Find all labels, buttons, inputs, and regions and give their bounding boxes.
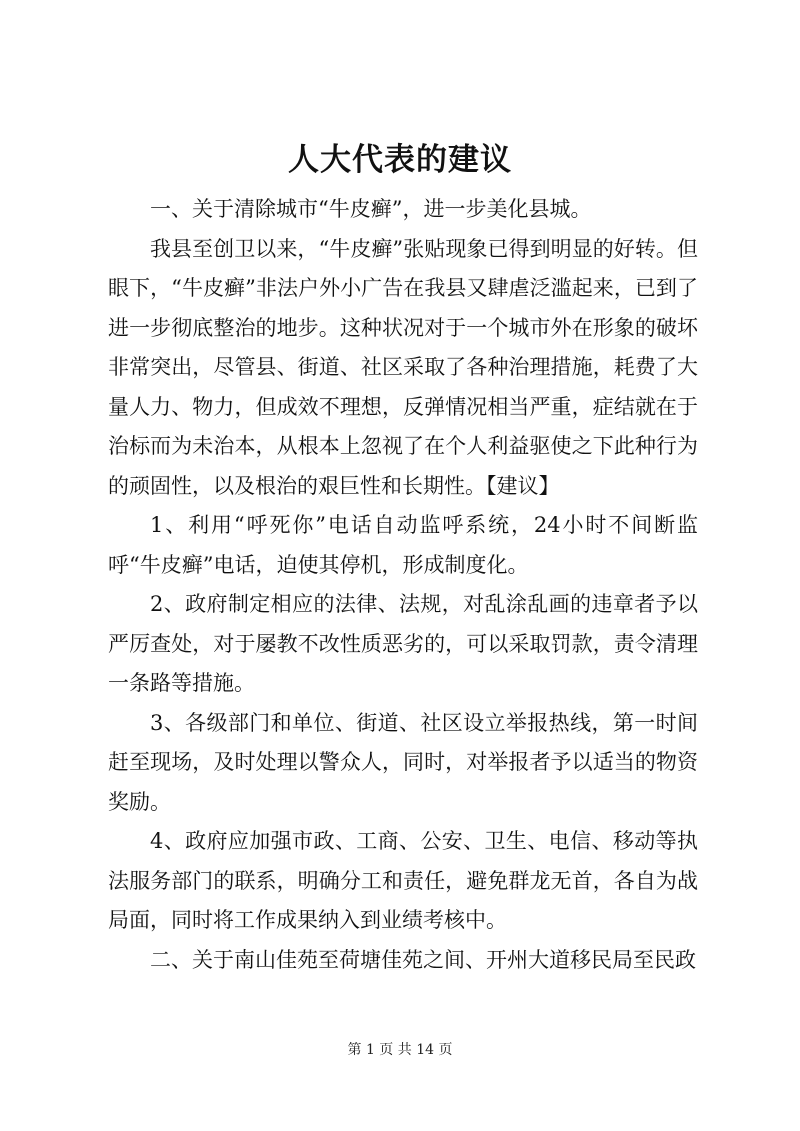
- paragraph-suggestion-3: 3、各级部门和单位、街道、社区设立举报热线，第一时间赶至现场，及时处理以警众人，同时，对举报者予以适当的物资奖励。: [108, 710, 698, 814]
- paragraph-suggestion-1: 1、利用“呼死你”电话自动监呼系统，24小时不间断监呼“牛皮癣”电话，迫使其停机，形成制度化。: [108, 513, 698, 577]
- paragraph-section-one-heading: 一、关于清除城市“牛皮癣”，进一步美化县城。: [150, 197, 592, 221]
- paragraph-suggestion-4: 4、政府应加强市政、工商、公安、卫生、电信、移动等执法服务部门的联系，明确分工和责任，避免群龙无首，各自为战局面，同时将工作成果纳入到业绩考核中。: [108, 829, 698, 932]
- paragraph-section-two-heading: 二、关于南山佳苑至荷塘佳苑之间、开州大道移民局至民政: [150, 947, 696, 972]
- document-title: 人大代表的建议: [288, 142, 512, 178]
- paragraph-suggestion-2: 2、政府制定相应的法律、法规，对乱涂乱画的违章者予以严厉查处，对于屡教不改性质恶劣的，可以采取罚款，责令清理一条路等措施。: [108, 592, 698, 695]
- document-body: [108, 190, 698, 980]
- paragraph-background: 我县至创卫以来，“牛皮癣”张贴现象已得到明显的好转。但眼下，“牛皮癣”非法户外小广告在我县又肆虐泛滥起来，已到了进一步彻底整治的地步。这种状况对于一个城市外在形象的破坏非常突出，尽管县、街道、社区采取了各种治理措施，耗费了大量人力、物力，但成效不理想，反弹情况相当严重，症结就在于治标而为未治本，从根本上忽视了在个人利益驱使之下此种行为的顽固性，以及根治的艰巨性和长期性。【建议】: [108, 236, 698, 498]
- page-number-footer: 第 1 页 共 14 页: [347, 1042, 453, 1058]
